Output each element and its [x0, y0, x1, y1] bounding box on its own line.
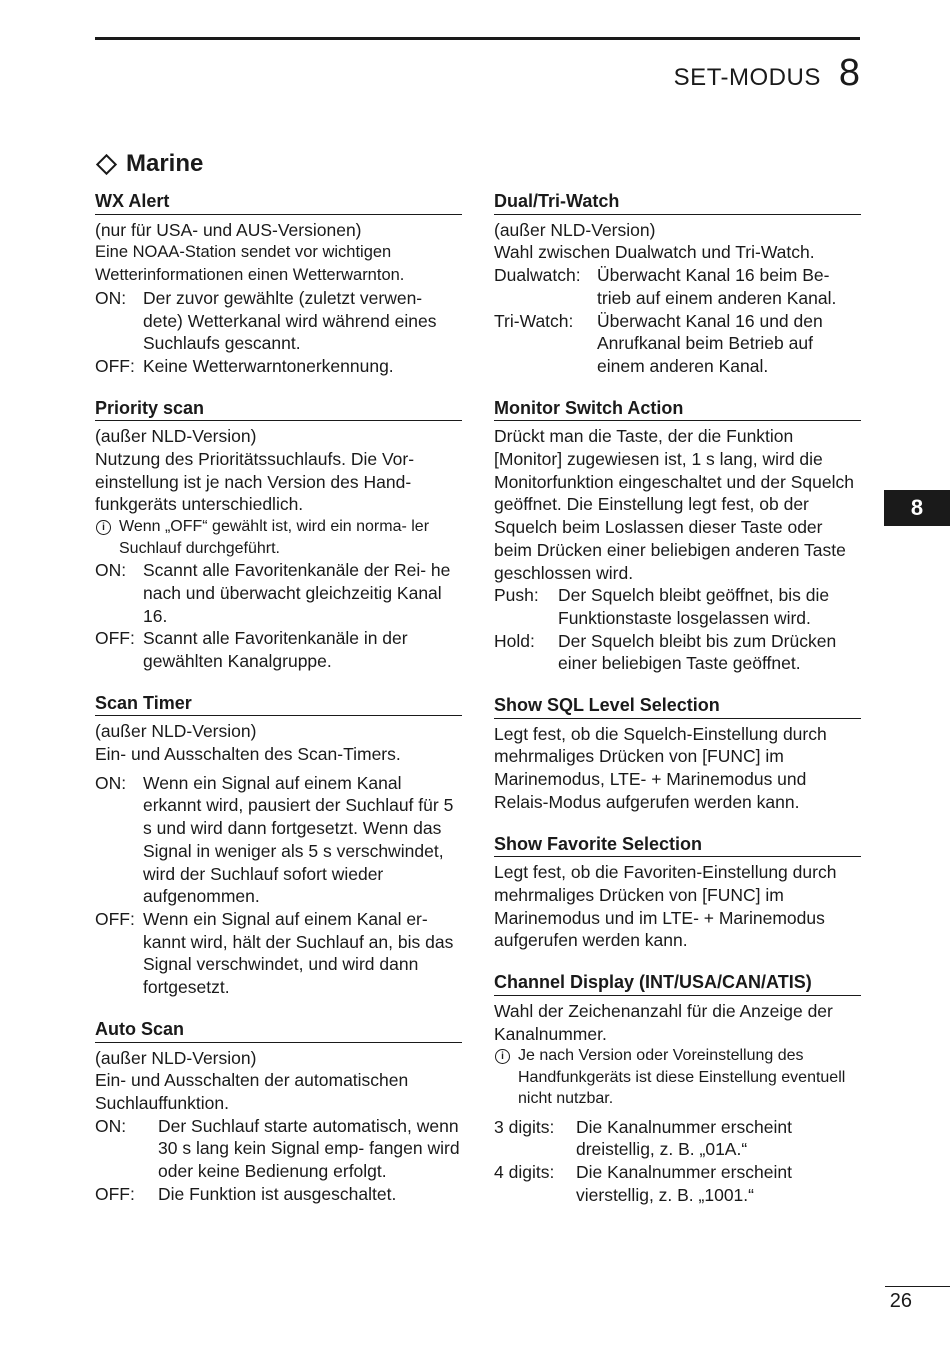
three-digits-def [494, 1116, 861, 1161]
priority-scan-off [95, 627, 462, 672]
show-favorite-item [494, 833, 861, 953]
auto-scan-version: (außer NLD-Version) [95, 1047, 257, 1068]
page-number: 26 [889, 1290, 912, 1312]
four-digits-def [494, 1161, 861, 1206]
scan-timer-text: Ein- und Ausschalten des Scan-Timers. [95, 744, 401, 765]
def-desc: Überwacht Kanal 16 beim Be- trieb auf einem anderen Kanal. [597, 265, 837, 308]
diamond-icon [96, 153, 117, 174]
def-term: ON: [95, 560, 127, 581]
def-term: ON: [95, 287, 127, 308]
scan-timer-version: (außer NLD-Version) [95, 721, 257, 742]
priority-scan-version: (außer NLD-Version) [95, 426, 257, 447]
def-term: ON: [95, 772, 127, 793]
priority-scan-text: Nutzung des Prioritätssuchlaufs. Die Vor- einstellung ist je nach Version des Hand- funkgeräts unterschiedlich. [95, 449, 415, 515]
def-desc: Wenn ein Signal auf einem Kanal er- kannt wird, hält der Suchlauf an, bis das Signal verschwindet, und wird dann fortgesetzt. [143, 908, 454, 998]
top-rule [95, 37, 860, 40]
push-def [494, 584, 861, 629]
dual-tri-watch-title: Dual/Tri-Watch [494, 190, 861, 215]
channel-display-note [494, 1045, 861, 1110]
hold-def [494, 630, 861, 675]
def-desc: Der Squelch bleibt bis zum Drücken einer beliebigen Taste geöffnet. [558, 630, 837, 674]
show-favorite-title: Show Favorite Selection [494, 833, 861, 858]
def-desc: Keine Wetterwarntonerkennung. [143, 355, 394, 376]
def-term: OFF: [95, 628, 135, 649]
def-term: OFF: [95, 1183, 135, 1204]
scan-timer-on [95, 772, 462, 908]
def-desc: Scannt alle Favoritenkanäle der Rei- he nach und überwacht gleichzeitig Kanal 16. [143, 560, 451, 626]
auto-scan-text: Ein- und Ausschalten der automatischen Suchlauffunktion. [95, 1070, 409, 1113]
def-term: Dualwatch: [494, 265, 581, 286]
wx-alert-line: Eine NOAA-Station sendet vor wichtigen [95, 243, 392, 262]
show-sql-text: Legt fest, ob die Squelch-Einstellung durch mehrmaliges Drücken von [FUNC] im Marinemodus, LTE- + Marinemodus und Relais-Modus aufgerufen werden kann. [494, 723, 827, 812]
note-text: Je nach Version oder Voreinstellung des Handfunkgeräts ist diese Einstellung eventuell nicht nutzbar. [518, 1047, 846, 1108]
chapter-side-tab: 8 [884, 490, 950, 526]
dual-tri-watch-version: (außer NLD-Version) [494, 219, 656, 240]
auto-scan-title: Auto Scan [95, 1018, 462, 1043]
section-title [95, 150, 203, 178]
priority-scan-item [95, 397, 462, 673]
scan-timer-off [95, 908, 462, 999]
bottom-rule [885, 1286, 950, 1287]
dual-tri-watch-item [494, 190, 861, 378]
chapter-header [674, 52, 860, 95]
show-favorite-text: Legt fest, ob die Favoriten-Einstellung durch mehrmaliges Drücken von [FUNC] im Marinemodus und im LTE- + Marinemodus aufgerufen werden kann. [494, 862, 837, 951]
dualwatch-def [494, 264, 861, 309]
scan-timer-item [95, 692, 462, 999]
def-desc: Die Kanalnummer erscheint dreistellig, z. B. „01A.“ [576, 1116, 792, 1160]
wx-alert-off [95, 355, 462, 378]
priority-scan-on [95, 559, 462, 627]
wx-alert-item [95, 190, 462, 378]
def-term: OFF: [95, 355, 135, 376]
scan-timer-title: Scan Timer [95, 692, 462, 717]
monitor-switch-text: Drückt man die Taste, der die Funktion [Monitor] zugewiesen ist, 1 s lang, wird die Monitorfunktion eingeschaltet und der Squelch geöffnet. Die Einstellung legt fest, ob der Squelch beim Loslassen dieser Taste oder beim Drücken einer beliebigen anderen Taste geschlossen wird. [494, 426, 854, 583]
def-term: 3 digits: [494, 1116, 555, 1137]
wx-alert-version: (nur für USA- und AUS-Versionen) [95, 219, 362, 240]
wx-alert-on [95, 287, 462, 355]
def-desc: Der Squelch bleibt geöffnet, bis die Funktionstaste losgelassen wird. [558, 585, 830, 628]
section-title-text: Marine [126, 150, 204, 177]
def-term: Tri-Watch: [494, 310, 574, 331]
channel-display-item [494, 971, 861, 1206]
wx-alert-title: WX Alert [95, 190, 462, 215]
channel-display-text: Wahl der Zeichenanzahl für die Anzeige der Kanalnummer. [494, 1000, 833, 1044]
channel-display-title: Channel Display (INT/USA/CAN/ATIS) [494, 971, 861, 996]
def-term: OFF: [95, 908, 135, 929]
chapter-number: 8 [838, 52, 860, 94]
info-icon: i [96, 520, 111, 535]
def-desc: Wenn ein Signal auf einem Kanal erkannt wird, pausiert der Suchlauf für 5 s und wird dann fortgesetzt. Wenn das Signal in weniger als 5 s verschwindet, wird der Suchlauf sofort wieder aufgenommen. [143, 772, 454, 907]
def-term: 4 digits: [494, 1162, 555, 1183]
priority-scan-note [95, 516, 462, 559]
show-sql-item [494, 694, 861, 814]
right-column [494, 190, 861, 1226]
auto-scan-item [95, 1018, 462, 1206]
show-sql-title: Show SQL Level Selection [494, 694, 861, 719]
left-column [95, 190, 462, 1224]
info-icon: i [495, 1049, 510, 1064]
def-desc: Die Kanalnummer erscheint vierstellig, z. B. „1001.“ [576, 1162, 792, 1205]
monitor-switch-title: Monitor Switch Action [494, 397, 861, 422]
def-term: Push: [494, 585, 539, 606]
chapter-title: SET-MODUS [673, 64, 821, 91]
auto-scan-off [95, 1183, 462, 1206]
wx-alert-line: Wetterinformationen einen Wetterwarnton. [95, 266, 405, 285]
def-term: Hold: [494, 630, 535, 651]
triwatch-def [494, 310, 861, 378]
dual-tri-watch-text: Wahl zwischen Dualwatch und Tri-Watch. [494, 242, 815, 263]
def-desc: Überwacht Kanal 16 und den Anrufkanal beim Betrieb auf einem anderen Kanal. [597, 310, 823, 376]
note-text: Wenn „OFF“ gewählt ist, wird ein norma- ler Suchlauf durchgeführt. [119, 518, 430, 557]
def-desc: Scannt alle Favoritenkanäle in der gewählten Kanalgruppe. [143, 628, 408, 671]
priority-scan-title: Priority scan [95, 397, 462, 422]
auto-scan-on [95, 1115, 462, 1183]
def-desc: Der zuvor gewählte (zuletzt verwen- dete) Wetterkanal wird während eines Suchlaufs gescannt. [143, 287, 437, 354]
def-term: ON: [95, 1115, 127, 1136]
def-desc: Die Funktion ist ausgeschaltet. [158, 1183, 397, 1204]
monitor-switch-item [494, 397, 861, 675]
def-desc: Der Suchlauf starte automatisch, wenn 30 s lang kein Signal emp- fangen wird oder keine Bedienung erfolgt. [158, 1115, 460, 1182]
